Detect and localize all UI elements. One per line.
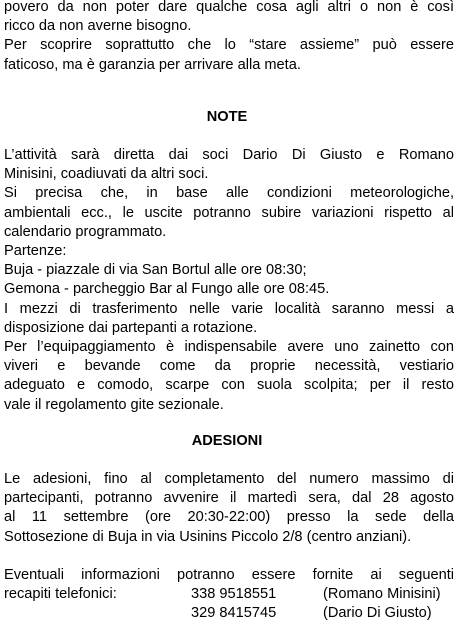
- note-heading: NOTE: [206, 109, 248, 125]
- note-line-10: disposizione dai partepanti a rotazione.: [4, 319, 258, 336]
- note-line-6: Partenze:: [4, 243, 67, 260]
- note-line-14: vale il regolamento gite sezionale.: [4, 396, 224, 413]
- note-line-4: ambientali ecc., le uscite potranno subire variazioni rispetto al: [4, 204, 454, 221]
- contact-name-2: (Dario Di Giusto): [323, 605, 432, 621]
- adesioni-heading: ADESIONI: [191, 433, 263, 449]
- note-line-3: Si precisa che, in base alle condizioni meteorologiche,: [4, 185, 454, 202]
- intro-paragraph: [4, 0, 454, 75]
- note-line-8: Gemona - parcheggio Bar al Fungo alle ore 08:45.: [4, 281, 330, 298]
- note-body: [4, 146, 454, 415]
- note-line-5: calendario programmato.: [4, 223, 167, 240]
- adesioni-line-3: al 11 settembre (ore 20:30-22:00) presso la sede della: [4, 509, 454, 526]
- adesioni-line-4: Sottosezione di Buja in via Usinins Piccolo 2/8 (centro anziani).: [4, 528, 412, 545]
- intro-line-2: ricco da non averne bisogno.: [4, 18, 192, 35]
- note-line-2: Minisini, coadiuvati da altri soci.: [4, 166, 209, 183]
- contact-name-1: (Romano Minisini): [323, 586, 441, 602]
- contacts-intro-line: Eventuali informazioni potranno essere fornite ai seguenti: [4, 567, 454, 583]
- intro-line-4: faticoso, ma è garanzia per arrivare alla meta.: [4, 56, 301, 73]
- contacts-label: recapiti telefonici:: [4, 586, 117, 602]
- adesioni-line-1: Le adesioni, fino al completamento del numero massimo di: [4, 471, 454, 487]
- intro-line-3: Per scoprire soprattutto che lo “stare assieme” può essere: [4, 37, 454, 54]
- note-line-1: L’attività sarà diretta dai soci Dario Di Giusto e Romano: [4, 147, 454, 163]
- note-line-7: Buja - piazzale di via San Bortul alle ore 08:30;: [4, 262, 307, 279]
- note-line-11: Per l’equipaggiamento è indispensabile avere uno zainetto con: [4, 339, 454, 356]
- note-line-9: I mezzi di trasferimento nelle varie località saranno messi a: [4, 300, 454, 317]
- note-line-13: adeguato e comodo, scarpe con suola scolpita; per il resto: [4, 377, 454, 394]
- intro-line-1: povero da non poter dare qualche cosa agli altri o non è così: [4, 0, 454, 15]
- contacts-intro: [4, 566, 454, 585]
- contact-phone-1: 338 9518551: [191, 586, 277, 602]
- contact-phone-2: 329 8415745: [191, 605, 277, 621]
- note-line-12: viveri e bevande come da proprie necessità, vestiario: [4, 358, 454, 375]
- adesioni-body: [4, 470, 454, 547]
- adesioni-line-2: partecipanti, potranno avvenire il martedì sera, dal 28 agosto: [4, 490, 454, 507]
